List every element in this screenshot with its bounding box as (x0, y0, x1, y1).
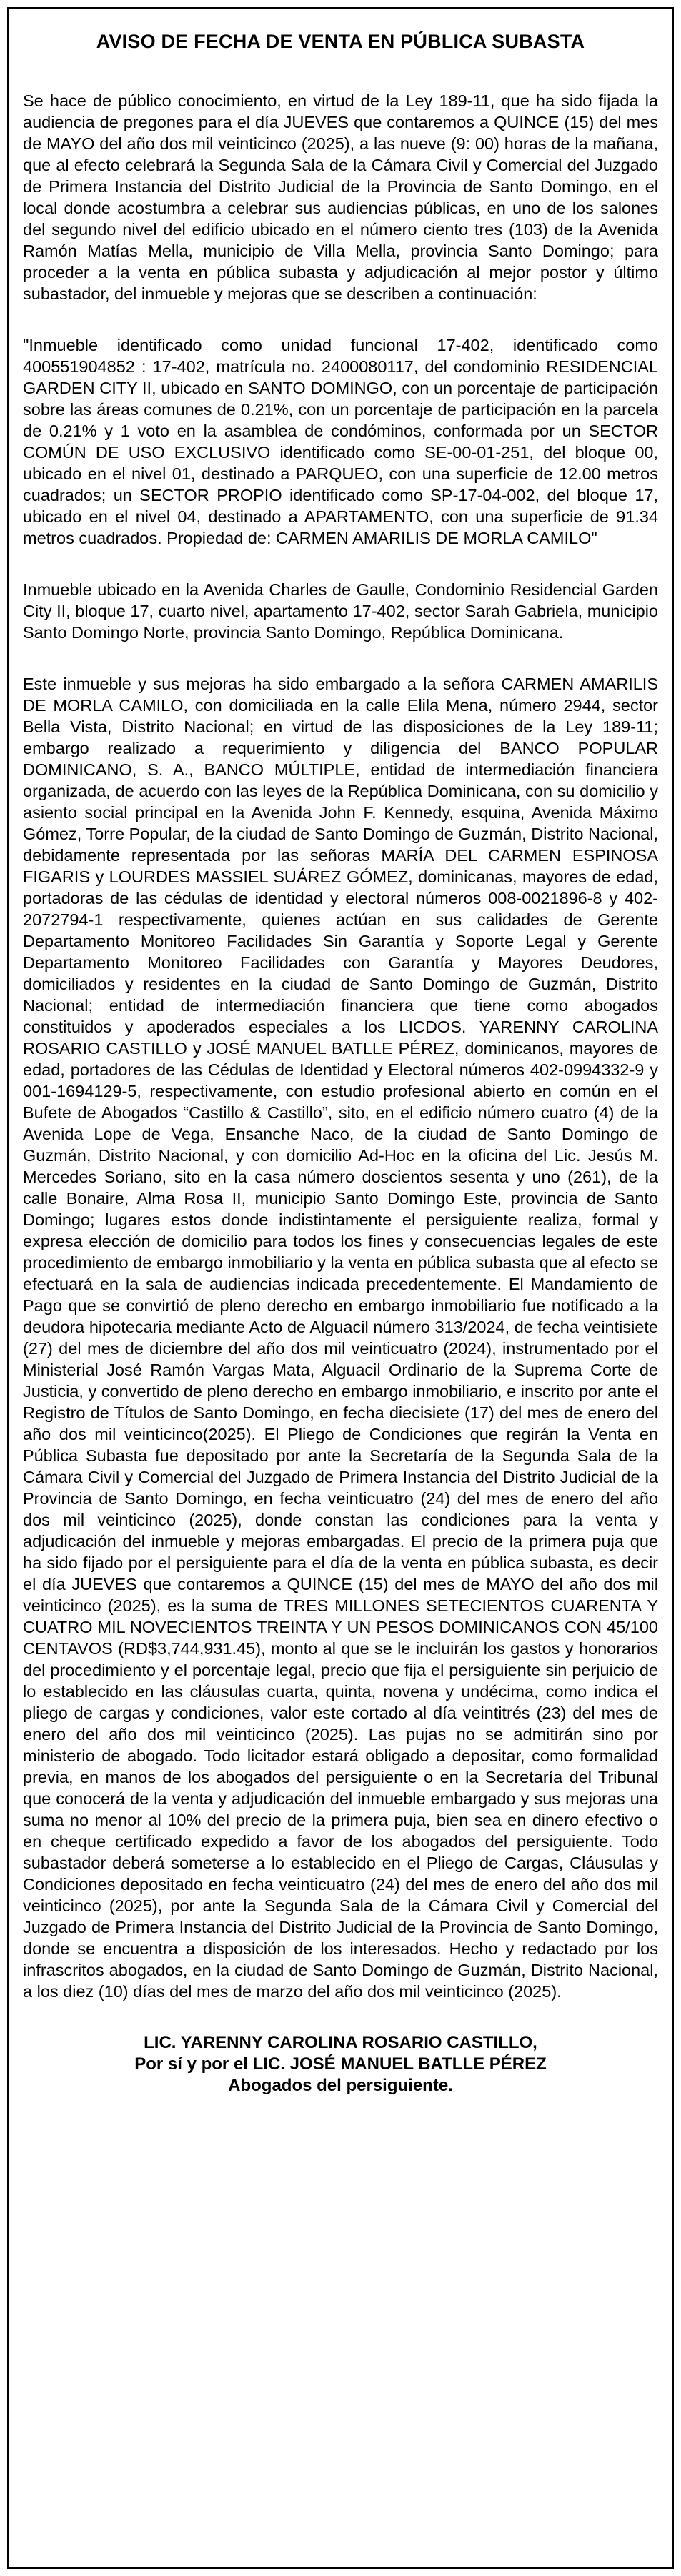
signature-line-attorney: LIC. YARENNY CAROLINA ROSARIO CASTILLO, (144, 2033, 537, 2052)
paragraph-property-location: Inmueble ubicado en la Avenida Charles de Gaulle, Condominio Residencial Garden City II, bloque 17, cuarto nivel, apartamento 17-402, sector Sarah Gabriela, municipio Santo Domingo Norte, provincia Santo Domingo, República Dominicana. (23, 580, 658, 642)
paragraph-hearing-announcement: Se hace de público conocimiento, en virtud de la Ley 189-11, que ha sido fijada la audiencia de pregones para el día JUEVES que contaremos a QUINCE (15) del mes de MAYO del año dos mil veinticinco (2025), a las nueve (9: 00) horas de la mañana, que al efecto celebrará la Segunda Sala de la Cámara Civil y Comercial del Juzgado de Primera Instancia del Distrito Judicial de la Provincia de Santo Domingo, en el local donde acostumbra a celebrar sus audiencias públicas, en uno de los salones del segundo nivel del edificio ubicado en el número ciento tres (103) de la Avenida Ramón Matías Mella, municipio de Villa Mella, provincia Santo Domingo; para proceder a la venta en pública subasta y adjudicación al mejor postor y último subastador, del inmueble y mejoras que se describen a continuación: (23, 91, 658, 303)
signature-block (23, 2032, 658, 2097)
signature-line-role: Abogados del persiguiente. (228, 2076, 453, 2095)
paragraph-property-description: "Inmueble identificado como unidad funcional 17-402, identificado como 400551904852 : 17-402, matrícula no. 2400080117, del condominio RESIDENCIAL GARDEN CITY II, ubicado en SANTO DOMINGO, con un porcentaje de participación sobre las áreas comunes de 0.21%, con un porcentaje de participación en la parcela de 0.21% y 1 voto en la asamblea de condóminos, conformada por un SECTOR COMÚN DE USO EXCLUSIVO identificado como SE-00-01-251, del bloque 00, ubicado en el nivel 01, destinado a PARQUEO, con una superficie de 12.00 metros cuadrados; un SECTOR PROPIO identificado como SP-17-04-002, del bloque 17, ubicado en el nivel 04, destinado a APARTAMENTO, con una superficie de 91.34 metros cuadrados. Propiedad de: CARMEN AMARILIS DE MORLA CAMILO" (23, 336, 658, 547)
notice-title: AVISO DE FECHA DE VENTA EN PÚBLICA SUBASTA (96, 31, 585, 52)
legal-notice (7, 7, 674, 2569)
signature-line-co-attorney: Por sí y por el LIC. JOSÉ MANUEL BATLLE PÉREZ (134, 2054, 547, 2074)
paragraph-seizure-details: Este inmueble y sus mejoras ha sido embargado a la señora CARMEN AMARILIS DE MORLA CAMILO, con domiciliada en la calle Elila Mena, número 2944, sector Bella Vista, Distrito Nacional; en virtud de las disposiciones de la Ley 189-11; embargo realizado a requerimiento y diligencia del BANCO POPULAR DOMINICANO, S. A., BANCO MÚLTIPLE, entidad de intermediación financiera organizada, de acuerdo con las leyes de la República Dominicana, con su domicilio y asiento social principal en la Avenida John F. Kennedy, esquina, Avenida Máximo Gómez, Torre Popular, de la ciudad de Santo Domingo de Guzmán, Distrito Nacional, debidamente representada por las señoras MARÍA DEL CARMEN ESPINOSA FIGARIS y LOURDES MASSIEL SUÁREZ GÓMEZ, dominicanas, mayores de edad, portadoras de las cédulas de identidad y electoral números 008-0021896-8 y 402-2072794-1 respectivamente, quienes actúan en sus calidades de Gerente Departamento Monitoreo Facilidades Sin Garantía y Soporte Legal y Gerente Departamento Monitoreo Facilidades con Garantía y Mayores Deudores, domiciliados y residentes en la ciudad de Santo Domingo de Guzmán, Distrito Nacional; entidad de intermediación financiera que tiene como abogados constituidos y apoderados especiales a los LICDOS. YARENNY CAROLINA ROSARIO CASTILLO y JOSÉ MANUEL BATLLE PÉREZ, dominicanos, mayores de edad, portadores de las Cédulas de Identidad y Electoral números 402-0994332-9 y 001-1694129-5, respectivamente, con estudio profesional abierto en común en el Bufete de Abogados “Castillo & Castillo”, sito, en el edificio número cuatro (4) de la Avenida Lope de Vega, Ensanche Naco, de la ciudad de Santo Domingo de Guzmán, Distrito Nacional, y con domicilio Ad-Hoc en la oficina del Lic. Jesús M. Mercedes Soriano, sito en la casa número doscientos sesenta y uno (261), de la calle Bonaire, Alma Rosa II, municipio Santo Domingo Este, provincia de Santo Domingo; lugares estos donde indistintamente el persiguiente realiza, formal y expresa elección de domicilio para todos los fines y consecuencias legales de este procedimiento de embargo inmobiliario y la venta en pública subasta que al efecto se efectuará en la sala de audiencias indicada precedentemente. El Mandamiento de Pago que se convirtió de pleno derecho en embargo inmobiliario fue notificado a la deudora hipotecaria mediante Acto de Alguacil número 313/2024, de fecha veintisiete (27) del mes de diciembre del año dos mil veinticuatro (2024), instrumentado por el Ministerial José Ramón Vargas Mata, Alguacil Ordinario de la Suprema Corte de Justicia, y convertido de pleno derecho en embargo inmobiliario, e inscrito por ante el Registro de Títulos de Santo Domingo, en fecha diecisiete (17) del mes de enero del año dos mil veinticinco(2025). El Pliego de Condiciones que regirán la Venta en Pública Subasta fue depositado por ante la Secretaría de la Segunda Sala de la Cámara Civil y Comercial del Juzgado de Primera Instancia del Distrito Judicial de la Provincia de Santo Domingo, en fecha veinticuatro (24) del mes de enero del año dos mil veinticinco (2025), donde constan las condiciones para la venta y adjudicación del inmueble y mejoras embargadas. El precio de la primera puja que ha sido fijado por el persiguiente para el día de la venta en pública subasta, es decir el día JUEVES que contaremos a QUINCE (15) del mes de MAYO del año dos mil veinticinco (2025), es la suma de TRES MILLONES SETECIENTOS CUARENTA Y CUATRO MIL NOVECIENTOS TREINTA Y UN PESOS DOMINICANOS CON 45/100 CENTAVOS (RD$3,744,931.45), monto al que se le incluirán los gastos y honorarios del procedimiento y el porcentaje legal, precio que fija el persiguiente sin perjuicio de lo establecido en las cláusulas cuarta, quinta, novena y undécima, como indica el pliego de cargas y condiciones, valor este cortado al día veintitrés (23) del mes de enero del año dos mil veinticinco (2025). Las pujas no se admitirán sino por ministerio de abogado. Todo licitador estará obligado a depositar, como formalidad previa, en manos de los abogados del persiguiente o en la Secretaría del Tribunal que conocerá de la venta y adjudicación del inmueble embargado y sus mejoras una suma no menor al 10% del precio de la primera puja, bien sea en dinero efectivo o en cheque certificado expedido a favor de los abogados del persiguiente. Todo subastador deberá someterse a lo establecido en el Pliego de Cargas, Cláusulas y Condiciones depositado en fecha veinticuatro (24) del mes de enero del año dos mil veinticinco (2025), por ante la Segunda Sala de la Cámara Civil y Comercial del Juzgado de Primera Instancia del Distrito Judicial de la Provincia de Santo Domingo, donde se encuentra a disposición de los interesados. Hecho y redactado por los infrascritos abogados, en la ciudad de Santo Domingo de Guzmán, Distrito Nacional, a los diez (10) días del mes de marzo del año dos mil veinticinco (2025). (23, 675, 658, 2001)
